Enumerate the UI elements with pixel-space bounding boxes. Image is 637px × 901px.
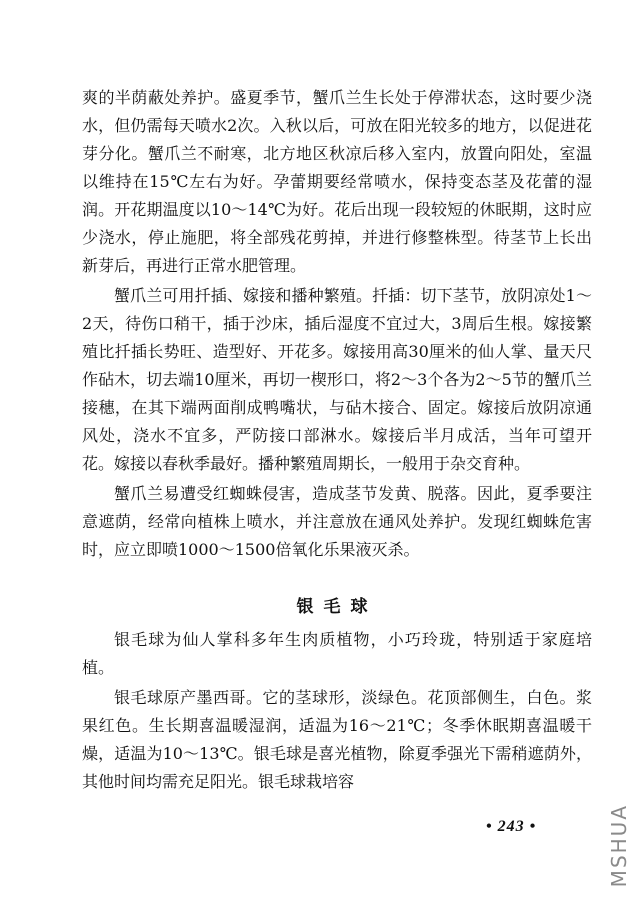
page-number: • 243 • [486,818,537,835]
paragraph-crab-cactus-pests: 蟹爪兰易遭受红蜘蛛侵害，造成茎节发黄、脱落。因此，夏季要注意遮荫，经常向植株上喷水，并注意放在通风处养护。发现红蜘蛛危害时，应立即喷1000～1500倍氧化乐果液灭杀。 [82,484,592,559]
page-body [82,84,592,796]
paragraph-silver-ball-origin: 银毛球原产墨西哥。它的茎球形，淡绿色。花顶部侧生，白色。浆果红色。生长期喜温暖湿润，适温为16～21℃；冬季休眠期喜温暖干燥，适温为10～13℃。银毛球是喜光植物，除夏季强光下需稍遮荫外，其他时间均需充足阳光。银毛球栽培容 [82,688,592,791]
section-title: 银毛球 [296,597,378,617]
paragraph-crab-cactus-care: 爽的半荫蔽处养护。盛夏季节，蟹爪兰生长处于停滞状态，这时要少浇水，但仍需每天喷水2次。入秋以后，可放在阳光较多的地方，以促进花芽分化。蟹爪兰不耐寒，北方地区秋凉后移入室内，放置向阳处，室温以维持在15℃左右为好。孕蕾期要经常喷水，保持变态茎及花蕾的湿润。开花期温度以10～14℃为好。花后出现一段较短的休眠期，这时应少浇水，停止施肥，将全部残花剪掉，并进行修整株型。待茎节上长出新芽后，再进行正常水肥管理。 [82,88,592,275]
paragraph-crab-cactus-propagation: 蟹爪兰可用扦插、嫁接和播种繁殖。扦插：切下茎节，放阴凉处1～2天，待伤口稍干，插于沙床，插后湿度不宜过大，3周后生根。嫁接繁殖比扦插长势旺、造型好、开花多。嫁接用高30厘米的仙人掌、量天尺作砧木，切去端10厘米，再切一楔形口，将2～3个各为2～5节的蟹爪兰接穗，在其下端两面削成鸭嘴状，与砧木接合、固定。嫁接后放阴凉通风处，浇水不宜多，严防接口部淋水。嫁接后半月成活，当年可望开花。嫁接以春秋季最好。播种繁殖周期长，一般用于杂交育种。 [82,286,592,473]
paragraph-silver-ball-intro: 银毛球为仙人掌科多年生肉质植物，小巧玲珑，特别适于家庭培植。 [82,630,592,677]
watermark: MSHUA [607,803,631,887]
